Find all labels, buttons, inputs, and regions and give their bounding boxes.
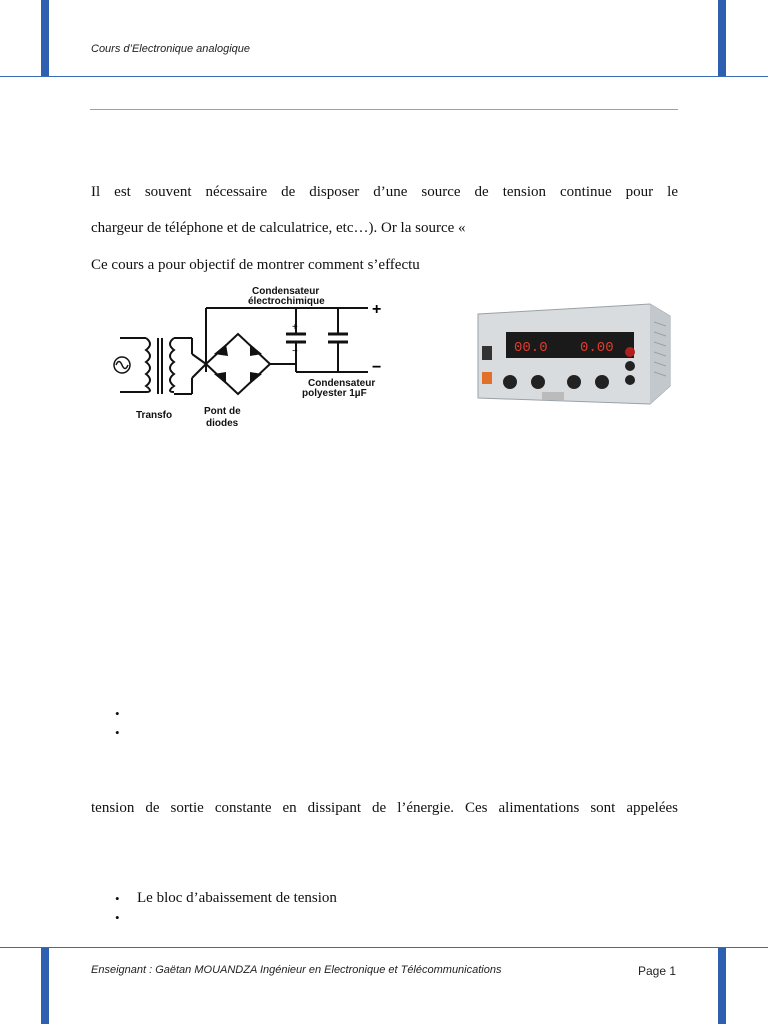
- paragraph-3: tension de sortie constante en dissipant de l’énergie. Ces alimentations sont appelées: [91, 800, 678, 816]
- power-supply-photo: [470, 300, 675, 410]
- bullet-marker-4: •: [115, 910, 120, 925]
- label-cap-plus: +: [292, 322, 298, 333]
- label-condensateur-poly-1: Condensateur: [308, 378, 376, 389]
- bullet-marker-3: •: [115, 891, 120, 906]
- left-bottom-bar: [41, 948, 49, 1024]
- label-transfo: Transfo: [136, 410, 173, 421]
- label-condensateur-poly-2: polyester 1µF: [302, 388, 367, 399]
- paragraph-2: Ce cours a pour objectif de montrer comment s’effectu: [91, 257, 420, 273]
- label-minus: −: [372, 359, 382, 376]
- header-rule: [90, 109, 678, 110]
- right-top-bar: [718, 0, 726, 76]
- paragraph-1-line-1: Il est souvent nécessaire de disposer d’une source de tension continue pour le: [91, 184, 678, 200]
- bullet-text-3: Le bloc d’abaissement de tension: [137, 890, 337, 906]
- footer-line: [0, 947, 768, 948]
- display-left: 00.0: [514, 340, 548, 356]
- display-right: 0.00: [580, 340, 614, 356]
- label-condensateur-electro-1: Condensateur: [252, 286, 320, 297]
- footer-teacher: Enseignant : Gaëtan MOUANDZA Ingénieur en Electronique et Télécommunications: [91, 964, 502, 976]
- label-cap-minus: −: [292, 346, 298, 357]
- bullet-marker-1: •: [115, 706, 120, 721]
- page-number: Page 1: [638, 964, 677, 978]
- paragraph-1-line-2: chargeur de téléphone et de calculatrice, etc…). Or la source «: [91, 220, 466, 236]
- right-bottom-bar: [718, 948, 726, 1024]
- label-pont-2: diodes: [206, 418, 239, 429]
- left-top-bar: [41, 0, 49, 76]
- label-plus: +: [372, 301, 382, 318]
- bullet-marker-2: •: [115, 725, 120, 740]
- header-line: [0, 76, 768, 77]
- label-condensateur-electro-2: électrochimique: [248, 296, 325, 307]
- rectifier-circuit-diagram: [110, 282, 400, 432]
- header-title: Cours d’Electronique analogique: [91, 43, 250, 55]
- label-pont-1: Pont de: [204, 406, 241, 417]
